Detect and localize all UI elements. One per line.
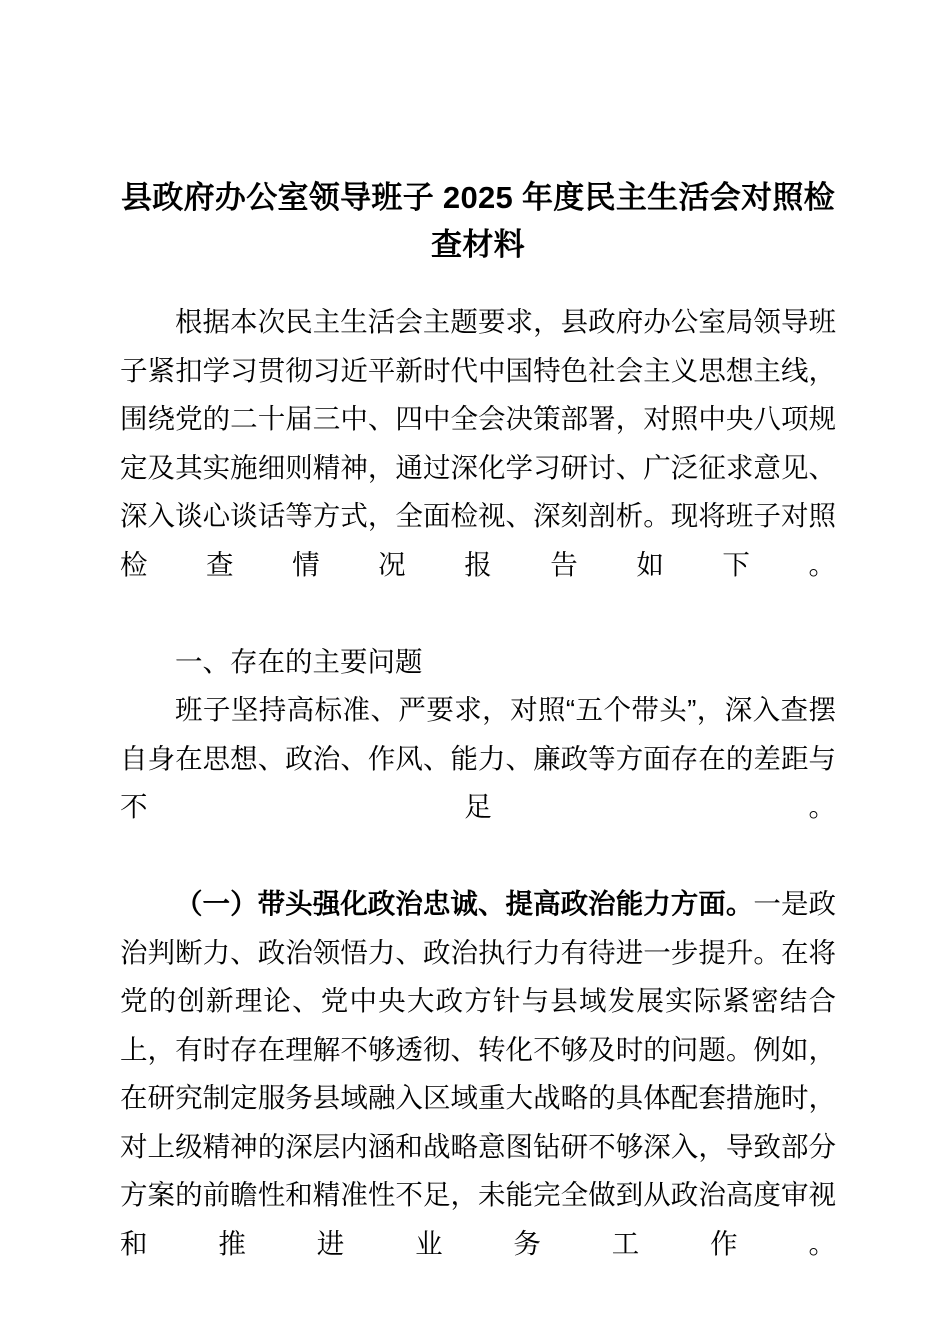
section-heading-one: 一、存在的主要问题 (175, 645, 423, 677)
intro-paragraph: 根据本次民主生活会主题要求，县政府办公室局领导班子紧扣学习贯彻习近平新时代中国特色社会主义思想主线，围绕党的二十届三中、四中全会决策部署，对照中央八项规定及其实施细则精神，通过深化学习研讨、广泛征求意见、深入谈心谈话等方式，全面检视、深刻剖析。现将班子对照检查情况报告如下。 (120, 306, 836, 580)
subsection-one-paragraph (120, 880, 836, 1317)
subsection-one-bold-lead: （一）带头强化政治忠诚、提高政治能力方面。 (175, 888, 754, 919)
page-title: 县政府办公室领导班子 2025 年度民主生活会对照检查材料 (121, 180, 835, 262)
section-one-intro-paragraph: 班子坚持高标准、严要求，对照“五个带头”，深入查摆自身在思想、政治、作风、能力、廉政等方面存在的差距与不足。 (120, 694, 836, 822)
document-content (120, 0, 836, 1317)
subsection-one-body-text: 一是政治判断力、政治领悟力、政治执行力有待进一步提升。在将党的创新理论、党中央大政方针与县域发展实际紧密结合上，有时存在理解不够透彻、转化不够及时的问题。例如，在研究制定服务县域融入区域重大战略的具体配套措施时，对上级精神的深层内涵和战略意图钻研不够深入，导致部分方案的前瞻性和精准性不足，未能完全做到从政治高度审视和推进业务工作。 (120, 888, 837, 1259)
